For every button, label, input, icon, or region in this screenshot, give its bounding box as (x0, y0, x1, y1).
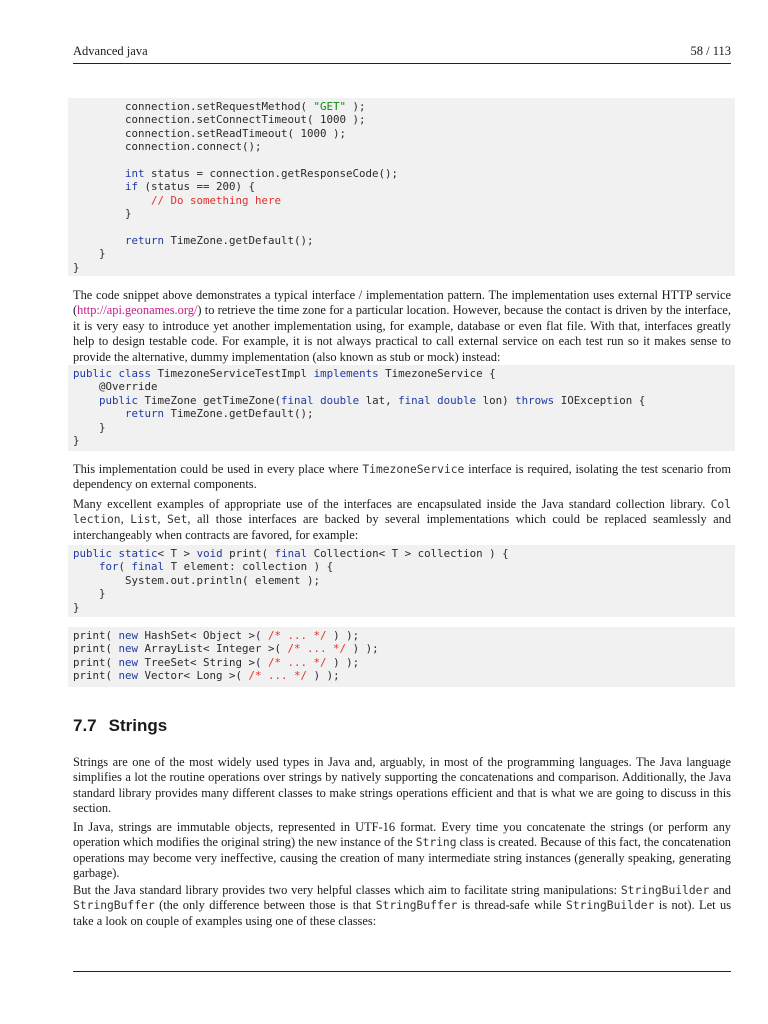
section-heading (73, 716, 167, 736)
paragraph-immutable: In Java, strings are immutable objects, represented in UTF-16 format. Every time you concatenate the strings (or perform any operation which modifies the original string) the new instance of the String class is created. Because of this fact, the concatenation operations may become very ineffective, causing the creation of many intermediate string instances (generally speaking, generating garbage). (73, 820, 732, 881)
code-line: print( new ArrayList< Integer >( /* ... */ ) ); (73, 642, 379, 656)
stringbuilder-code: StringBuilder (620, 884, 710, 897)
code-line: public class TimezoneServiceTestImpl implements TimezoneService { (73, 367, 496, 380)
code-line: public static< T > void print( final Collection< T > collection ) { (73, 547, 509, 560)
paragraph-stringbuilder: But the Java standard library provides two very helpful classes which aim to facilitate string manipulations: StringBuilder and StringBuffer (the only difference between those is that StringBuffer is thread-safe while StringBuilder is not). Let us take a look on couple of examples using one of these classes: (73, 883, 732, 928)
code-line: } (73, 260, 80, 274)
code-line: @Override (73, 380, 158, 394)
code-line: } (73, 247, 106, 261)
code-line: print( new HashSet< Object >( /* ... */ ) ); (73, 629, 360, 642)
paragraph-interface-pattern: The code snippet above demonstrates a typical interface / implementation pattern. The implementation uses external HTTP service (http://api.geonames.org/) to retrieve the time zone for a particular location. However, because the contact is driven by the interface, it is very easy to introduce yet another implementation using, for example, database or even flat file. With that, interfaces greatly help to design testable code. For example, it is not always practical to call external service on each test run so it makes sense to provide the alternative, dummy implementation (also known as stub or mock) instead: (73, 288, 731, 364)
code-line: } (73, 587, 106, 601)
code-line: connection.setConnectTimeout( 1000 ); (73, 113, 366, 127)
code-line: return TimeZone.getDefault(); (125, 233, 314, 247)
page-header (73, 42, 731, 64)
paragraph-collections: Many excellent examples of appropriate use of the interfaces are encapsulated inside the Java standard collection library. Col lection, List, Set, all those interfaces are backed by several implementations which could be replaced seamlessly and interchangeably when contracts are favored, for example: (73, 497, 732, 542)
code-line: } (73, 433, 80, 447)
list-code: List (130, 513, 158, 527)
paragraph-strings-intro: Strings are one of the most widely used types in Java and, arguably, in most of the programming languages. The Java language simplifies a lot the routine operations over strings by natively supporting the concatenations and comparison. Additionally, the Java standard library provides many different classes to make strings operations efficient and that is what we are going to discuss in this section. (73, 755, 731, 816)
code-line (73, 154, 735, 167)
code-line: System.out.println( element ); (73, 573, 321, 587)
footer-rule (73, 971, 731, 972)
stringbuffer-code: StringBuffer (73, 899, 155, 913)
section-title: Strings (108, 716, 168, 735)
code-line: int status = connection.getResponseCode(); (125, 166, 399, 180)
code-block-test-impl (68, 365, 735, 451)
code-line: print( new TreeSet< String >( /* ... */ ) ); (73, 655, 360, 669)
set-code: Set (166, 513, 188, 527)
section-number: 7.7 (73, 716, 97, 735)
code-line: // Do something here (151, 193, 282, 207)
code-block-print-method (68, 545, 735, 617)
code-line: public TimeZone getTimeZone(final double lat, final double lon) throws IOException { (99, 393, 646, 407)
page-number: 58 / 113 (690, 44, 731, 58)
code-line: print( new Vector< Long >( /* ... */ ) ); (73, 669, 340, 683)
timezoneservice-code: TimezoneService (362, 463, 465, 476)
code-line: } (73, 420, 106, 434)
stringbuffer-code-2: StringBuffer (375, 899, 458, 913)
code-block-timezone-impl (68, 98, 735, 276)
geonames-link[interactable]: http://api.geonames.org/ (77, 303, 198, 318)
collection-code: Col lection (73, 498, 731, 527)
stringbuilder-code-2: StringBuilder (565, 899, 655, 913)
code-line: return TimeZone.getDefault(); (125, 407, 314, 421)
code-block-print-calls (68, 627, 735, 687)
document-title: Advanced java (73, 44, 148, 58)
code-line: connection.connect(); (73, 140, 262, 154)
code-line: connection.setReadTimeout( 1000 ); (73, 126, 347, 140)
paragraph-usage: This implementation could be used in every place where TimezoneService interface is required, isolating the test scenario from dependency on external components. (73, 462, 731, 492)
code-line: if (status == 200) { (125, 180, 256, 194)
code-line (73, 221, 735, 234)
code-line: for( final T element: collection ) { (99, 560, 334, 574)
code-line: } (73, 600, 80, 614)
code-line: connection.setRequestMethod( "GET" ); (73, 100, 366, 113)
code-line: } (73, 207, 132, 221)
string-code: String (415, 836, 457, 850)
